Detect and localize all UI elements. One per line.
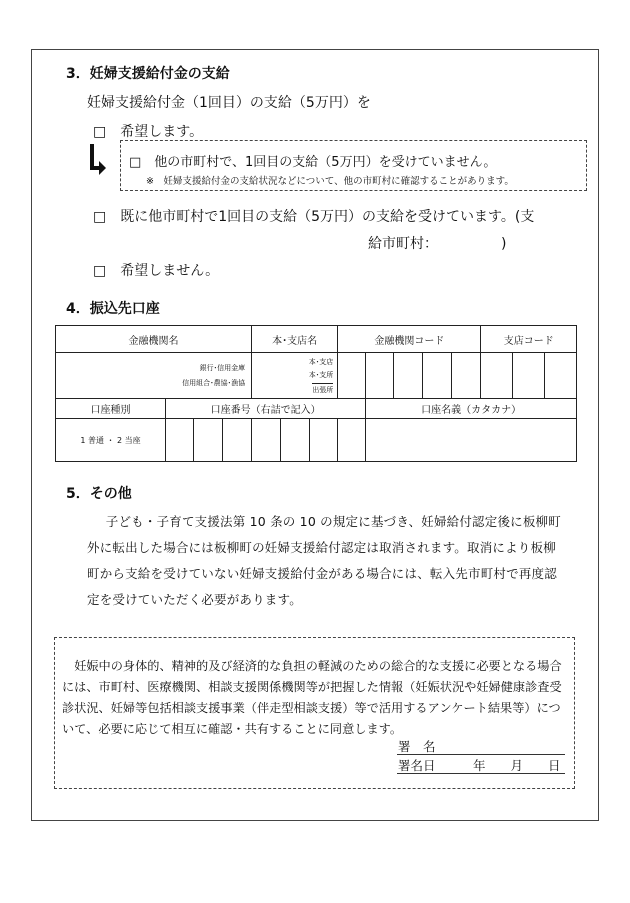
header-account-type: 口座種別 (56, 399, 166, 419)
section4-heading: 4．振込先口座 (66, 301, 160, 317)
section3-heading: 3．妊婦支援給付金の支給 (66, 66, 230, 82)
signature-label: 署 名 (398, 739, 436, 754)
branch-type-1: 本･支店 (308, 357, 334, 366)
arrow-down-right-icon (88, 142, 106, 178)
account-number-digit[interactable] (281, 419, 310, 462)
account-number-digit[interactable] (252, 419, 281, 462)
account-number-digit[interactable] (165, 419, 193, 462)
header-branch-code: 支店コード (481, 326, 577, 353)
bank-code-digit[interactable] (366, 353, 394, 399)
option-already-received[interactable]: □ 既に他市町村で1回目の支給（5万円）の支給を受けています。(支 (93, 209, 535, 225)
header-account-number: 口座番号（右詰で記入） (165, 399, 365, 419)
header-account-holder: 口座名義（カタカナ） (366, 399, 577, 419)
header-bank-name: 金融機関名 (56, 326, 252, 353)
branch-type-2: 本･支所 (308, 370, 334, 379)
bank-account-table (55, 325, 577, 462)
signature-date-label: 署名日 年 月 日 (398, 758, 561, 773)
header-bank-code: 金融機関コード (338, 326, 481, 353)
section3-lead: 妊婦支援給付金（1回目）の支給（5万円）を (87, 95, 371, 111)
section5-body: 子ども・子育て支援法第 10 条の 10 の規定に基づき、妊婦給付認定後に板柳町外に転出した場合には板柳町の妊婦支援給付認定は取消されます。取消により板柳町から支給を受けていない妊婦支援給付金がある場合には、転入先市町村で再度認定を受けていただく必要があります。 (87, 514, 561, 607)
branch-name-cell[interactable] (252, 353, 338, 399)
account-type-cell[interactable]: 1 普通 ・ 2 当座 (56, 419, 166, 462)
sub-option-note: ※ 妊婦支援給付金の支給状況などについて、他の市町村に確認することがあります。 (146, 176, 514, 187)
option-not-desire[interactable]: □ 希望しません。 (93, 263, 220, 279)
branch-code-digit[interactable] (512, 353, 544, 399)
account-number-digit[interactable] (223, 419, 252, 462)
header-branch-name: 本･支店名 (252, 326, 338, 353)
bank-name-cell[interactable] (56, 353, 252, 399)
option-already-received-cont: 給市町村： ) (368, 236, 507, 252)
bank-code-digit[interactable] (338, 353, 366, 399)
option-desire[interactable]: □ 希望します。 (93, 124, 204, 140)
signature-line[interactable] (397, 754, 565, 755)
account-number-digit[interactable] (338, 419, 366, 462)
bank-code-digit[interactable] (394, 353, 423, 399)
bank-type-2: 信用組合･農協･漁協 (182, 379, 246, 387)
bank-code-digit[interactable] (423, 353, 452, 399)
bank-code-digit[interactable] (452, 353, 481, 399)
signature-date-line[interactable] (397, 773, 565, 774)
branch-code-digit[interactable] (544, 353, 576, 399)
branch-type-3: 出張所 (312, 383, 333, 395)
account-number-digit[interactable] (194, 419, 223, 462)
account-number-digit[interactable] (310, 419, 338, 462)
branch-code-digit[interactable] (481, 353, 512, 399)
section5-heading: 5．その他 (66, 486, 132, 502)
bank-type-1: 銀行･信用金庫 (199, 364, 246, 372)
sub-option-not-received[interactable]: □ 他の市町村で、1回目の支給（5万円）を受けていません。 (129, 155, 497, 170)
consent-body: 妊娠中の身体的、精神的及び経済的な負担の軽減のための総合的な支援に必要となる場合には、市町村、医療機関、相談支援関係機関等が把握した情報（妊娠状況や妊婦健康診査受診状況、妊婦等包括相談支援事業（伴走型相談支援）等で活用するアンケート結果等）について、必要に応じて相互に確認・共有することに同意します。 (62, 659, 562, 736)
account-holder-cell[interactable] (366, 419, 577, 462)
